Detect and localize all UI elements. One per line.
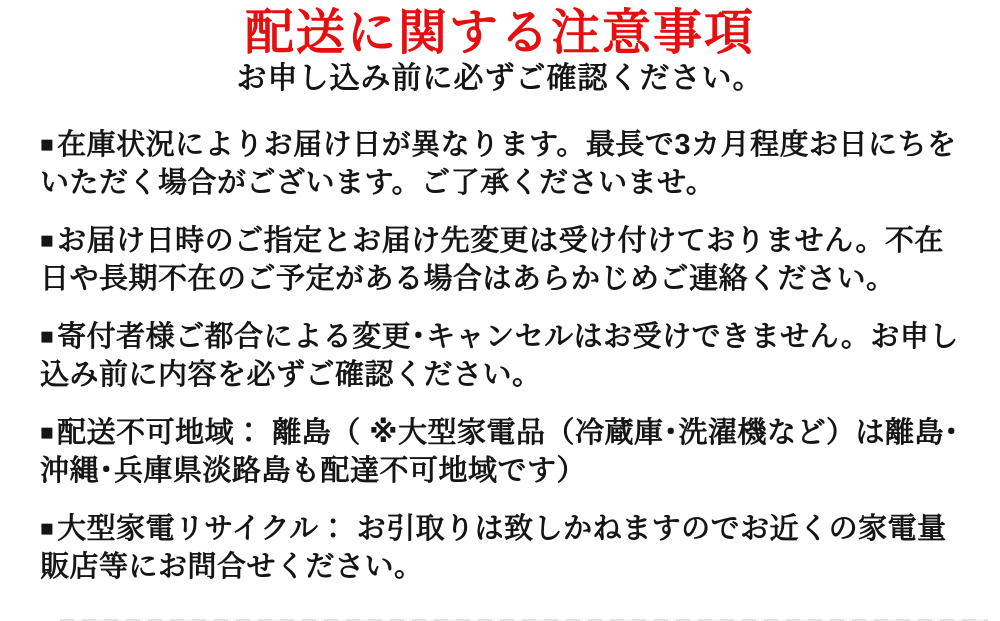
note-no-cancellation	[40, 319, 962, 394]
note-undeliverable-areas	[40, 415, 962, 490]
notice-title: 配送に関する注意事項	[244, 6, 755, 60]
notice-header	[0, 0, 1000, 97]
bullet-square-icon: ■	[40, 420, 55, 445]
bullet-square-icon: ■	[40, 132, 55, 157]
note-no-date-specification	[40, 223, 962, 298]
bullet-square-icon: ■	[40, 324, 55, 349]
note-text: 配送不可地域： 離島（ ※大型家電品（冷蔵庫･洗濯機など）は離島･沖縄･兵庫県淡路島も配達不可地域です）	[40, 417, 959, 487]
note-text: お届け日時のご指定とお届け先変更は受け付けておりません。不在日や長期不在のご予定がある場合はあらかじめご連絡ください。	[40, 225, 944, 295]
bullet-square-icon: ■	[40, 228, 55, 253]
note-text: 大型家電リサイクル： お引取りは致しかねますのでお近くの家電量販店等にお問合せください。	[40, 513, 947, 583]
notice-subtitle: お申し込み前に必ずご確認ください。	[236, 62, 764, 95]
note-stock-delivery-date	[40, 127, 962, 202]
note-appliance-recycle	[40, 511, 962, 586]
note-text: 寄付者様ご都合による変更･キャンセルはお受けできません。お申し込み前に内容を必ずご確認ください。	[40, 321, 959, 391]
bullet-square-icon: ■	[40, 516, 55, 541]
notice-body	[0, 97, 1000, 586]
note-text: 在庫状況によりお届け日が異なります。最長で3カ月程度お日にちをいただく場合がございます。ご了承くださいませ。	[40, 129, 957, 199]
